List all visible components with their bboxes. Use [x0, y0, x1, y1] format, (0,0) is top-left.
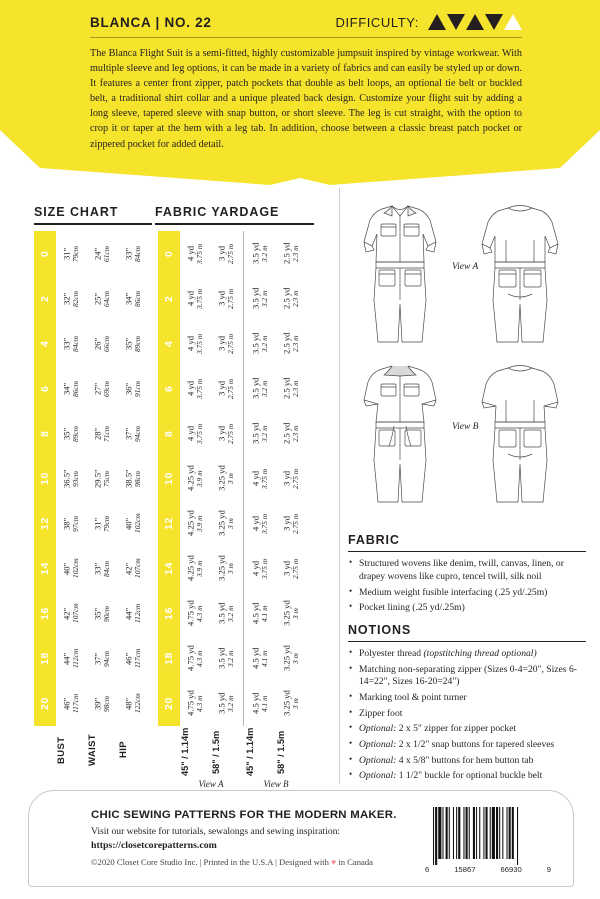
yardage-cell: 3.25 yd 3 m	[281, 690, 301, 716]
notions-section-rule	[348, 641, 586, 642]
measure-cell: 40" 102cm	[61, 558, 81, 578]
barcode-numbers	[425, 865, 551, 874]
view-a-back-illustration	[468, 200, 572, 350]
measure-cell: 25" 64cm	[92, 290, 112, 307]
yardage-cell: 3 yd 2.75 m	[216, 243, 236, 264]
charts-region	[34, 205, 314, 789]
yardage-cell: 3.5 yd 3.2 m	[250, 287, 270, 309]
notions-list-item: • Optional: 4 x 5/8" buttons for hem button tab	[348, 755, 586, 768]
measure-cell: 29.5" 75cm	[92, 468, 112, 488]
triangle-up-filled-icon-2	[466, 14, 484, 30]
yardage-cell: 3.5 yd 3.2 m	[250, 332, 270, 354]
banner-content	[0, 0, 600, 152]
size-label: 16	[39, 606, 51, 620]
size-label: 20	[39, 696, 51, 710]
measure-cell: 34" 86cm	[123, 290, 143, 307]
measure-cell: 35" 90cm	[92, 605, 112, 622]
yardage-cell: 4 yd 3.75 m	[185, 288, 205, 309]
measure-cell: 37" 94cm	[123, 425, 143, 442]
size-label: 18	[39, 651, 51, 665]
measure-cell: 33" 84cm	[123, 245, 143, 262]
yardage-view-caption: View A	[198, 778, 224, 789]
size-chart-size-band	[34, 231, 56, 726]
yardage-cell: 4 yd 3.75 m	[185, 423, 205, 444]
measure-cell: 37" 94cm	[92, 650, 112, 667]
optional-prefix: Optional:	[359, 738, 399, 750]
view-b-front-illustration	[348, 360, 452, 510]
size-label: 0	[39, 249, 51, 257]
technical-drawings	[348, 200, 586, 525]
measure-cell: 33" 84cm	[92, 560, 112, 577]
copyright-post: in Canada	[336, 857, 373, 867]
yardage-cell: 3.5 yd 3.2 m	[250, 377, 270, 399]
footer-content	[29, 791, 573, 886]
barcode-image	[433, 807, 541, 865]
size-label: 14	[163, 561, 175, 575]
yardage-cell: 2.5 yd 2.3 m	[281, 242, 301, 264]
measure-cell: 44" 112cm	[61, 648, 81, 668]
measure-column-hip	[118, 231, 149, 726]
yardage-cell: 3.5 yd 3.2 m	[216, 647, 236, 669]
measure-cell: 40" 102cm	[123, 513, 143, 533]
banner-header-row	[0, 0, 600, 30]
size-label: 6	[39, 384, 51, 392]
notions-list-item: • Marking tool & point turner	[348, 692, 586, 705]
yardage-cell: 3.5 yd 3.2 m	[216, 692, 236, 714]
difficulty-label: DIFFICULTY:	[335, 14, 419, 30]
triangle-up-empty-icon	[504, 14, 522, 30]
fabric-list	[348, 558, 586, 615]
measure-cell: 31" 79cm	[61, 245, 81, 262]
yardage-cell: 4.25 yd 3.9 m	[185, 510, 205, 536]
yardage-cell: 4.5 yd 4.1 m	[250, 602, 270, 624]
right-column	[348, 200, 586, 786]
size-label: 8	[163, 429, 175, 437]
measure-cell: 48" 122cm	[123, 693, 143, 713]
measure-cell: 46" 117cm	[61, 693, 81, 713]
size-label: 4	[39, 339, 51, 347]
measure-cell: 24" 61cm	[92, 245, 112, 262]
table-headings	[34, 205, 314, 223]
fabric-width-label: 58" / 1.5m	[211, 730, 221, 774]
yardage-cell: 4.75 yd 4.3 m	[185, 690, 205, 716]
yardage-cell: 4 yd 3.75 m	[185, 243, 205, 264]
yardage-cell: 4 yd 3.75 m	[250, 468, 270, 489]
triangle-down-filled-icon	[447, 14, 465, 30]
fabric-section-title: FABRIC	[348, 533, 400, 547]
size-label: 10	[39, 471, 51, 485]
view-b-caption: View B	[452, 422, 479, 432]
triangle-down-filled-icon-2	[485, 14, 503, 30]
measure-cell: 42" 107cm	[61, 603, 81, 623]
measure-cell: 31" 79cm	[92, 515, 112, 532]
difficulty-triangles	[428, 14, 522, 30]
website-url[interactable]: https://closetcorepatterns.com	[91, 839, 217, 851]
barcode-digit-right: 9	[546, 865, 551, 874]
copyright-pre: ©2020 Closet Core Studio Inc. | Printed in the U.S.A | Designed with	[91, 857, 332, 867]
yardage-cell: 3 yd 2.75 m	[216, 423, 236, 444]
view-a-caption: View A	[452, 262, 479, 272]
notions-list-item: • Polyester thread (topstitching thread optional)	[348, 648, 586, 661]
fabric-section-rule	[348, 551, 586, 552]
yardage-view-caption: View B	[263, 778, 289, 789]
size-label: 20	[163, 696, 175, 710]
fabric-list-item: • Pocket lining (.25 yd/.25m)	[348, 602, 586, 615]
yardage-cell: 3 yd 2.75 m	[216, 288, 236, 309]
yardage-cell: 4.75 yd 4.3 m	[185, 600, 205, 626]
size-label: 2	[39, 294, 51, 302]
measure-cell: 27" 69cm	[92, 380, 112, 397]
banner-divider	[90, 37, 522, 38]
column-divider	[339, 188, 340, 784]
row-label-hip: HIP	[118, 741, 129, 759]
yardage-size-band	[158, 231, 180, 726]
notions-section	[348, 623, 586, 783]
row-label-bust: BUST	[56, 735, 67, 764]
yardage-cell: 3 yd 2.75 m	[281, 513, 301, 534]
row-label-waist: WAIST	[87, 733, 98, 766]
size-label: 18	[163, 651, 175, 665]
table-heading-rules	[34, 223, 314, 225]
yardage-cell: 3.5 yd 3.2 m	[250, 242, 270, 264]
fabric-list-item: • Structured wovens like denim, twill, canvas, linen, or drapey wovens like cupro, tencel twill, silk noil	[348, 558, 586, 583]
measure-column-waist	[87, 231, 118, 726]
measure-cell: 33" 84cm	[61, 335, 81, 352]
measure-cell: 32" 82cm	[61, 290, 81, 307]
yardage-cell: 3.25 yd 3 m	[281, 645, 301, 671]
measure-cell: 46" 117cm	[123, 648, 143, 668]
size-label: 0	[163, 249, 175, 257]
yardage-cell: 4 yd 3.75 m	[185, 333, 205, 354]
footer-subline-text: Visit our website for tutorials, sewalongs and sewing inspiration:	[91, 826, 341, 837]
size-chart-table	[34, 231, 149, 789]
yardage-cell: 3.25 yd 3 m	[216, 555, 236, 581]
measure-cell: 44" 112cm	[123, 603, 143, 623]
measure-cell: 35" 89cm	[61, 425, 81, 442]
measure-column-bust	[56, 231, 87, 726]
triangle-up-filled-icon	[428, 14, 446, 30]
yardage-cell: 3.25 yd 3 m	[216, 465, 236, 491]
yardage-column	[180, 231, 211, 726]
size-chart-heading: SIZE CHART	[34, 205, 119, 219]
yardage-cell: 3.25 yd 3 m	[281, 600, 301, 626]
optional-prefix: Optional:	[359, 723, 399, 735]
measure-cell: 36.5" 93cm	[61, 468, 81, 488]
measure-cell: 35" 89cm	[123, 335, 143, 352]
measure-cell: 42" 107cm	[123, 558, 143, 578]
fabric-yardage-heading: FABRIC YARDAGE	[155, 205, 280, 219]
size-label: 12	[163, 516, 175, 530]
yardage-cell: 4.25 yd 3.9 m	[185, 555, 205, 581]
fabric-list-item: • Medium weight fusible interfacing (.25 yd/.25m)	[348, 587, 586, 600]
measure-cell: 38" 97cm	[61, 515, 81, 532]
optional-prefix: Optional:	[359, 754, 399, 766]
measure-cell: 38.5" 98cm	[123, 468, 143, 488]
notions-emphasis: (topstitching thread optional)	[423, 648, 537, 659]
size-label: 16	[163, 606, 175, 620]
fabric-section	[348, 533, 586, 615]
yardage-column	[276, 231, 307, 726]
size-label: 6	[163, 384, 175, 392]
notions-section-title: NOTIONS	[348, 622, 412, 637]
notions-list-item: • Matching non-separating zipper (Sizes 0-4=20", Sizes 6-14=22", Sizes 16-20=24")	[348, 664, 586, 689]
yardage-cell: 4.75 yd 4.3 m	[185, 645, 205, 671]
yardage-cell: 3.25 yd 3 m	[216, 510, 236, 536]
barcode-group-2: 66930	[500, 865, 522, 874]
footer-tagline: CHIC SEWING PATTERNS FOR THE MODERN MAKER.	[91, 809, 397, 821]
notions-list-item: • Zipper foot	[348, 708, 586, 721]
size-label: 12	[39, 516, 51, 530]
barcode-group-1: 15867	[454, 865, 476, 874]
measure-cell: 26" 66cm	[92, 335, 112, 352]
yardage-column	[211, 231, 242, 726]
yardage-cell: 3 yd 2.75 m	[216, 378, 236, 399]
fabric-width-label: 45" / 1.14m	[245, 727, 255, 776]
fabric-width-label: 58" / 1.5m	[276, 730, 286, 774]
yardage-cell: 3.5 yd 3.2 m	[250, 422, 270, 444]
footer-text-block	[91, 809, 411, 853]
page-title: BLANCA | NO. 22	[90, 14, 212, 30]
measure-cell: 39" 98cm	[92, 695, 112, 712]
tables-grid	[34, 231, 314, 789]
yardage-cell: 3 yd 2.75 m	[281, 558, 301, 579]
yardage-cell: 4 yd 3.75 m	[250, 513, 270, 534]
yardage-cell: 2.5 yd 2.3 m	[281, 422, 301, 444]
yardage-cell: 2.5 yd 2.3 m	[281, 377, 301, 399]
difficulty-rating	[336, 14, 522, 30]
optional-prefix: Optional:	[359, 770, 399, 782]
view-b-back-illustration	[468, 360, 572, 510]
yardage-column	[245, 231, 276, 726]
yardage-cell: 4.25 yd 3.9 m	[185, 465, 205, 491]
yardage-cell: 4 yd 3.75 m	[185, 378, 205, 399]
yardage-cell: 4.5 yd 4.1 m	[250, 692, 270, 714]
footer-subline	[91, 826, 411, 853]
footer-panel	[28, 790, 574, 887]
notions-list	[348, 648, 586, 783]
fabric-width-label: 45" / 1.14m	[180, 727, 190, 776]
pattern-description: The Blanca Flight Suit is a semi-fitted, highly customizable jumpsuit inspired by vintage workwear. With multiple sleeve and leg options, it can be made in a variety of fabrics and can easily be styled up or down. It features a center front zipper, patch pockets that double as belt loops, an optional tie belt or buckled belt, a traditional shirt collar and a unique pleated back design. Customize your flight suit by adding a long sleeve, tapered sleeve with snap button, or short sleeve. The leg is cut straight, with the option to crop it or taper at the hem with a leg tab. In addition, choose between a classic breast patch pocket or zippered pocket for added detail.	[90, 48, 522, 150]
yardage-cell: 3.5 yd 3.2 m	[216, 602, 236, 624]
yardage-cell: 4 yd 3.75 m	[250, 558, 270, 579]
copyright-line	[91, 857, 373, 867]
measure-cell: 34" 86cm	[61, 380, 81, 397]
yardage-cell: 3 yd 2.75 m	[281, 468, 301, 489]
measure-cell: 36" 91cm	[123, 380, 143, 397]
size-label: 4	[163, 339, 175, 347]
barcode-digit-left: 6	[425, 865, 430, 874]
heart-icon: ♥	[331, 857, 337, 867]
size-label: 8	[39, 429, 51, 437]
yardage-cell: 4.5 yd 4.1 m	[250, 647, 270, 669]
yardage-cell: 2.5 yd 2.3 m	[281, 332, 301, 354]
yardage-cell: 2.5 yd 2.3 m	[281, 287, 301, 309]
size-label: 10	[163, 471, 175, 485]
size-label: 2	[163, 294, 175, 302]
notions-list-item: • Optional: 2 x 5" zipper for zipper pocket	[348, 723, 586, 736]
size-label: 14	[39, 561, 51, 575]
notions-list-item: • Optional: 1 1/2" buckle for optional buckle belt	[348, 770, 586, 783]
notions-list-item: • Optional: 2 x 1/2" snap buttons for tapered sleeves	[348, 739, 586, 752]
view-a-front-illustration	[348, 200, 452, 350]
yardage-cell: 3 yd 2.75 m	[216, 333, 236, 354]
measure-cell: 28" 71cm	[92, 425, 112, 442]
fabric-yardage-table	[158, 231, 307, 789]
